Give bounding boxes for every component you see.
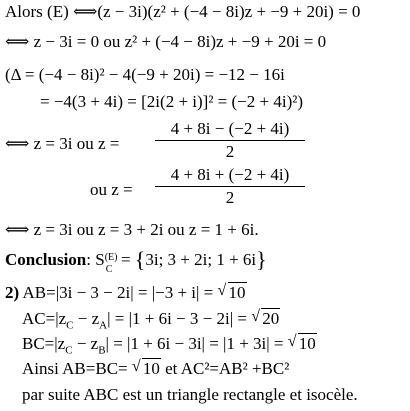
conclusion-label: Conclusion bbox=[5, 250, 87, 269]
radicand: 10 bbox=[228, 283, 246, 302]
conclusion-colon: : bbox=[86, 250, 91, 269]
bc-text: | = |1 + 6i − 3i| = |1 + 3i| = bbox=[105, 334, 284, 353]
fraction-1 bbox=[155, 119, 305, 162]
solution-set-indices bbox=[104, 250, 118, 275]
ab-line bbox=[5, 283, 247, 303]
equation-text: ⟺ z − 3i = 0 ou z² + (−4 − 8i)z + −9 + 20i = 0 bbox=[5, 32, 327, 51]
equation-text: Alors (E) ⟺(z − 3i)(z² + (−4 − 8i)z + −9 + 20i) = 0 bbox=[5, 2, 361, 21]
solution-set-symbol: S bbox=[95, 250, 105, 269]
close-brace: } bbox=[256, 247, 267, 272]
delta-line-1 bbox=[5, 65, 285, 85]
ainsi-text: et AC²=AB² +BC² bbox=[160, 359, 290, 378]
sqrt-sign: √ bbox=[287, 333, 297, 350]
fraction-2 bbox=[155, 165, 305, 208]
solution-line-3 bbox=[5, 220, 259, 240]
solution-prefix: ou z = bbox=[90, 180, 133, 199]
sqrt-sign: √ bbox=[131, 358, 141, 375]
sqrt-sign: √ bbox=[217, 282, 227, 299]
subscript: C bbox=[66, 319, 74, 332]
solution-line-1 bbox=[5, 134, 119, 154]
ac-text: AC=|z bbox=[22, 309, 67, 328]
sqrt-sign: √ bbox=[251, 308, 260, 325]
radicand: 10 bbox=[298, 334, 316, 353]
delta-line-2 bbox=[40, 92, 303, 112]
fraction-denominator: 2 bbox=[225, 142, 235, 161]
radicand: 20 bbox=[262, 309, 280, 328]
solution-set-content: 3i; 3 + 2i; 1 + 6i bbox=[145, 250, 257, 269]
ac-text: − z bbox=[73, 309, 100, 328]
solution-prefix: ⟺ z = 3i ou z = bbox=[5, 134, 120, 153]
bc-line bbox=[22, 333, 317, 357]
solution-text: ⟺ z = 3i ou z = 3 + 2i ou z = 1 + 6i. bbox=[5, 220, 259, 239]
fraction-numerator: 4 + 8i − (−2 + 4i) bbox=[170, 119, 290, 138]
sqrt-expression bbox=[288, 334, 317, 354]
sqrt-expression bbox=[218, 283, 247, 303]
subscript: A bbox=[99, 319, 108, 332]
equation-line-2 bbox=[5, 32, 326, 52]
fraction-denominator: 2 bbox=[225, 188, 235, 207]
fraction-numerator: 4 + 8i + (−2 + 4i) bbox=[170, 165, 290, 184]
fraction-bar bbox=[155, 140, 305, 141]
bc-text: − z bbox=[72, 334, 99, 353]
ainsi-text: Ainsi AB=BC= bbox=[22, 359, 132, 378]
bc-text: BC=|z bbox=[22, 334, 66, 353]
ac-line bbox=[22, 308, 280, 332]
open-brace: { bbox=[134, 247, 146, 272]
solution-set-subscript: C bbox=[105, 264, 113, 275]
sqrt-expression bbox=[251, 309, 280, 329]
subscript: B bbox=[98, 344, 106, 357]
part-number: 2) bbox=[5, 283, 20, 302]
final-text: par suite ABC est un triangle rectangle et isocèle. bbox=[22, 385, 358, 404]
radicand: 10 bbox=[142, 359, 160, 378]
final-line bbox=[22, 385, 358, 405]
ainsi-line bbox=[22, 359, 289, 379]
delta-text: (Δ = (−4 − 8i)² − 4(−9 + 20i) = −12 − 16i bbox=[5, 65, 285, 84]
solution-line-2 bbox=[90, 180, 133, 200]
ab-text: AB=|3i − 3 − 2i| = |−3 + i| = bbox=[22, 283, 214, 302]
subscript: C bbox=[65, 344, 73, 357]
equation-line-1 bbox=[5, 2, 360, 22]
conclusion-line: Conclusion: S (E) C = {3i; 3 + 2i; 1 + 6i} bbox=[5, 250, 267, 270]
solution-set-superscript: (E) bbox=[104, 252, 118, 263]
sqrt-expression bbox=[132, 359, 161, 379]
ac-text: | = |1 + 6i − 3 − 2i| = bbox=[107, 309, 247, 328]
fraction-bar bbox=[155, 186, 305, 187]
delta-text: = −4(3 + 4i) = [2i(2 + i)]² = (−2 + 4i)²) bbox=[40, 92, 303, 111]
